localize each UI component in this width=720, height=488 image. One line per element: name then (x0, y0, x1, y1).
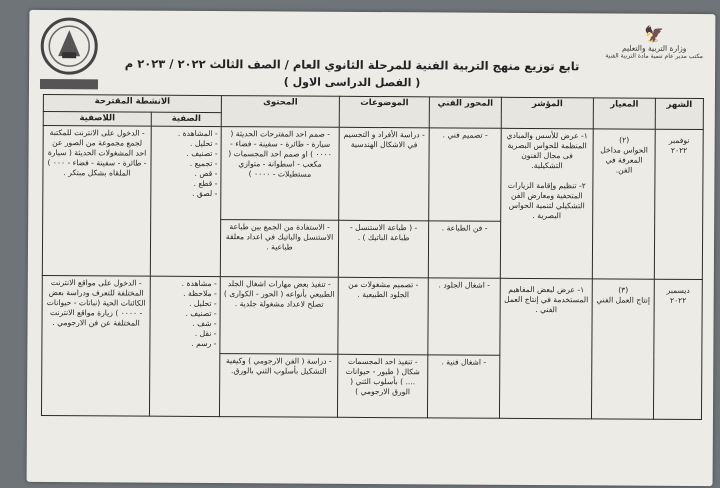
col-extracurricular: اللاصفية (43, 111, 151, 126)
document-subtitle: ( الفصل الدراسى الاول ) (283, 75, 421, 90)
indicator-cell: ١- عرض لبعض المفاهيم المستخدمة في إنتاج العمل الفني . (499, 278, 592, 419)
emblem-icon (40, 16, 98, 78)
col-art-axis: المحور الفني (429, 97, 501, 128)
content-cell: - دراسة ( الفن الارجومي ) وكيفية التشكيل بأسلوب الثني بالورق. (219, 354, 337, 418)
col-month: الشهر (655, 98, 703, 129)
col-indicator: المؤشر (501, 97, 593, 129)
extracurricular-cell: - الدخول على مواقع الانترنت المختلفة للتعرف ودراسة بعض الكائنات الحية (نباتات - حيوانات - ٠٠٠٠ ) زيارة مواقع الانترنت المختلفة عن فن الارجومي . (41, 275, 150, 416)
col-content: المحتوى (221, 96, 339, 128)
month-cell: ديسمبر ٢٠٢٢ (653, 279, 702, 419)
ministry-logo (599, 25, 709, 61)
col-topics: الموضوعات (339, 96, 429, 128)
art-axis-cell: - تصميم فني . (429, 128, 502, 221)
curriculum-table (41, 94, 704, 420)
document-page (27, 10, 716, 486)
content-cell: - صمم احد المفترحات الحديثة ( سيارة - طائرة - سفينة - فضاء - ٠٠٠٠ ) او صمم احد المجسمات ( مكعب - اسطوانة - متوازي مستطيلات - ٠٠٠٠ ) (221, 127, 340, 221)
eagle-icon: 🦅 (644, 24, 665, 44)
topics-cell: - تنفيذ احد المجسمات شكال ( طيور - حيوانات .... ) بأسلوب الثني ( الورق الارجومي ) (337, 354, 427, 418)
classroom-cell: - مشاهدة . - ملاحظة . - تحليل . - تصنيف . - شف . - نقل . - رسم . (149, 276, 220, 416)
topics-cell: - تصميم مشغولات من الجلود الطبيعية . (338, 277, 428, 355)
month-cell: نوفمبر ٢٠٢٢ (654, 129, 703, 279)
content-cell: - الاستفادة من الجمع بين طباعة الاستنسل والباتيك في اعداد معلقة طباعية . (220, 220, 338, 278)
extracurricular-cell: - الدخول على الانترنت للمكتبة لجمع مجموعة من الصور عن احد المشغولات الحديثة ( سيارة - طائرة - سفينة - فضاء - ٠٠٠ ) الملقاه بشكل مبتكر . (42, 125, 151, 276)
col-standard: المعيار (593, 98, 655, 129)
standard-cell: (٢) الحواس مداخل المعرفة في الفن. (592, 129, 655, 279)
content-cell: - تنفيذ بعض مهارات اشغال الجلد الطبيعي بأنواعه ( الحور - الكوارى ) تصلح لاعداد مشغولة جلدية . (220, 277, 338, 355)
topics-cell: - ( طباعة الاستنسل - طباعة الباتيك ) . (338, 220, 428, 278)
art-axis-cell: - اشغال الجلود . (428, 278, 500, 355)
office-name: مكتب مدير عام تنمية مادة التربية الفنية (605, 52, 704, 61)
classroom-cell: - المشاهدة . - تحليل . - تصنيف . - تجميع . - قص . - قطع . - لصق . (150, 126, 221, 276)
document-title: تابع توزيع منهج التربية الفنية للمرحلة الثانوي العام / الصف الثالث ٢٠٢٢ / ٢٠٢٣ م (124, 56, 580, 74)
table-row (42, 275, 702, 356)
emblem-band (40, 79, 98, 89)
col-activities: الانشطة المقترحة (43, 94, 221, 112)
standard-cell: (٣) إنتاج العمل الفني (591, 279, 654, 419)
table-row (43, 125, 704, 222)
school-emblem (37, 16, 101, 92)
ministry-name: وزارة التربية والتعليم (621, 43, 687, 53)
indicator-cell: ١- عرض للأسس والمبادي المنظمة للحواس البصرية فى مجال الفنون التشكيلية. ٢- تنظيم وإقامة الزيارات المتحفية ومعارض الفن التشكيلي لتنمية الحواس البصرية . (500, 128, 593, 279)
col-classroom: الصفية (151, 112, 221, 126)
topics-cell: - دراسة الأفراد و التجسيم في الاشكال الهندسية (339, 127, 430, 221)
art-axis-cell: - اشغال فنية . (427, 355, 499, 418)
art-axis-cell: - فن الطباعة . (428, 221, 500, 278)
